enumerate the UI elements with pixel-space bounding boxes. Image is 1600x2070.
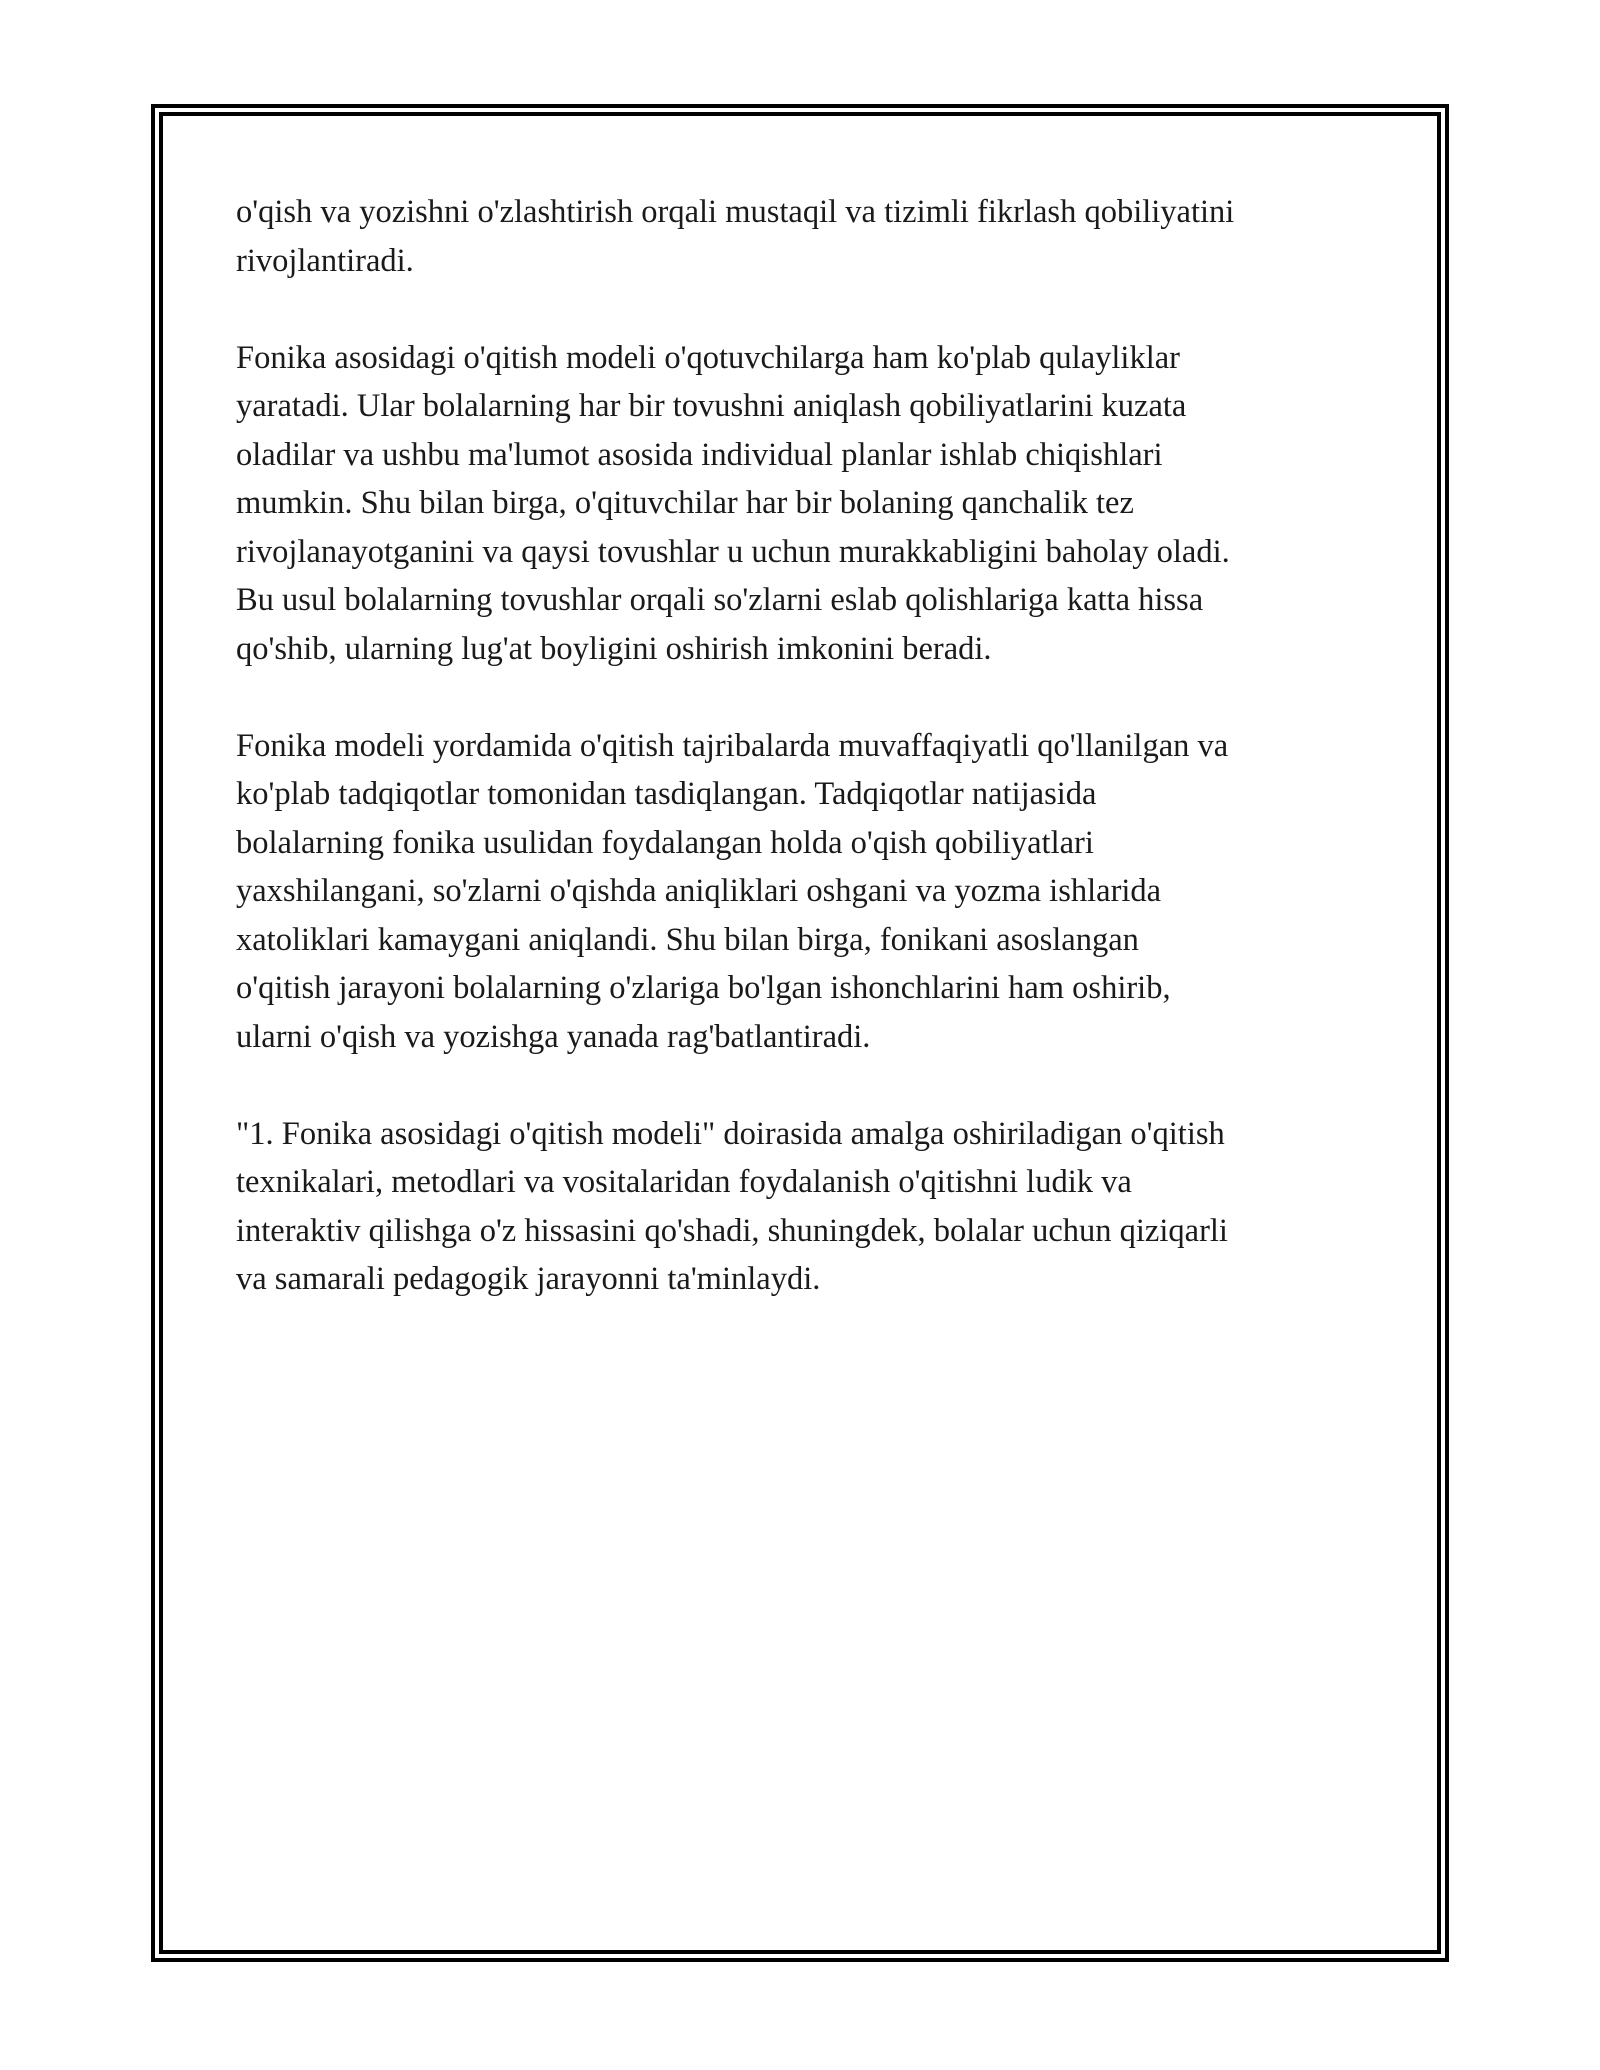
text-line: o'qish va yozishni o'zlashtirish orqali mustaqil va tizimli fikrlash qobiliyatini bbox=[236, 194, 1235, 230]
text-line: ko'plab tadqiqotlar tomonidan tasdiqlangan. Tadqiqotlar natijasida bbox=[236, 776, 1097, 812]
text-line: mumkin. Shu bilan birga, o'qituvchilar har bir bolaning qanchalik tez bbox=[236, 485, 1134, 521]
text-line: texnikalari, metodlari va vositalaridan foydalanish o'qitishni ludik va bbox=[236, 1164, 1132, 1200]
text-line: o'qitish jarayoni bolalarning o'zlariga bo'lgan ishonchlarini ham oshirib, bbox=[236, 970, 1171, 1006]
paragraph-3 bbox=[236, 722, 1376, 1062]
text-line: oladilar va ushbu ma'lumot asosida individual planlar ishlab chiqishlari bbox=[236, 436, 1163, 473]
document-body bbox=[236, 188, 1376, 1352]
text-line: yaxshilangani, so'zlarni o'qishda aniqliklari oshgani va yozma ishlarida bbox=[236, 873, 1162, 909]
text-line: rivojlanayotganini va qaysi tovushlar u uchun murakkabligini baholay oladi. bbox=[236, 533, 1230, 570]
text-line: ularni o'qish va yozishga yanada rag'batlantiradi. bbox=[236, 1018, 871, 1055]
text-line: Fonika asosidagi o'qitish modeli o'qotuvchilarga ham ko'plab qulayliklar bbox=[236, 339, 1180, 376]
text-line: Fonika modeli yordamida o'qitish tajribalarda muvaffaqiyatli qo'llanilgan va bbox=[236, 727, 1229, 764]
text-line: rivojlantiradi. bbox=[236, 242, 414, 279]
text-line: xatoliklari kamaygani aniqlandi. Shu bilan birga, fonikani asoslangan bbox=[236, 921, 1139, 958]
text-line: "1. Fonika asosidagi o'qitish modeli" doirasida amalga oshiriladigan o'qitish bbox=[236, 1115, 1225, 1152]
paragraph-4 bbox=[236, 1110, 1376, 1304]
text-line: Bu usul bolalarning tovushlar orqali so'zlarni eslab qolishlariga katta hissa bbox=[236, 582, 1204, 618]
paragraph-1 bbox=[236, 188, 1376, 285]
text-line: qo'shib, ularning lug'at boyligini oshirish imkonini beradi. bbox=[236, 630, 992, 667]
text-line: yaratadi. Ular bolalarning har bir tovushni aniqlash qobiliyatlarini kuzata bbox=[236, 388, 1187, 424]
text-line: interaktiv qilishga o'z hissasini qo'shadi, shuningdek, bolalar uchun qiziqarli bbox=[236, 1212, 1228, 1249]
text-line: va samarali pedagogik jarayonni ta'minlaydi. bbox=[236, 1261, 821, 1297]
text-line: bolalarning fonika usulidan foydalangan holda o'qish qobiliyatlari bbox=[236, 824, 1094, 861]
paragraph-2 bbox=[236, 334, 1376, 674]
